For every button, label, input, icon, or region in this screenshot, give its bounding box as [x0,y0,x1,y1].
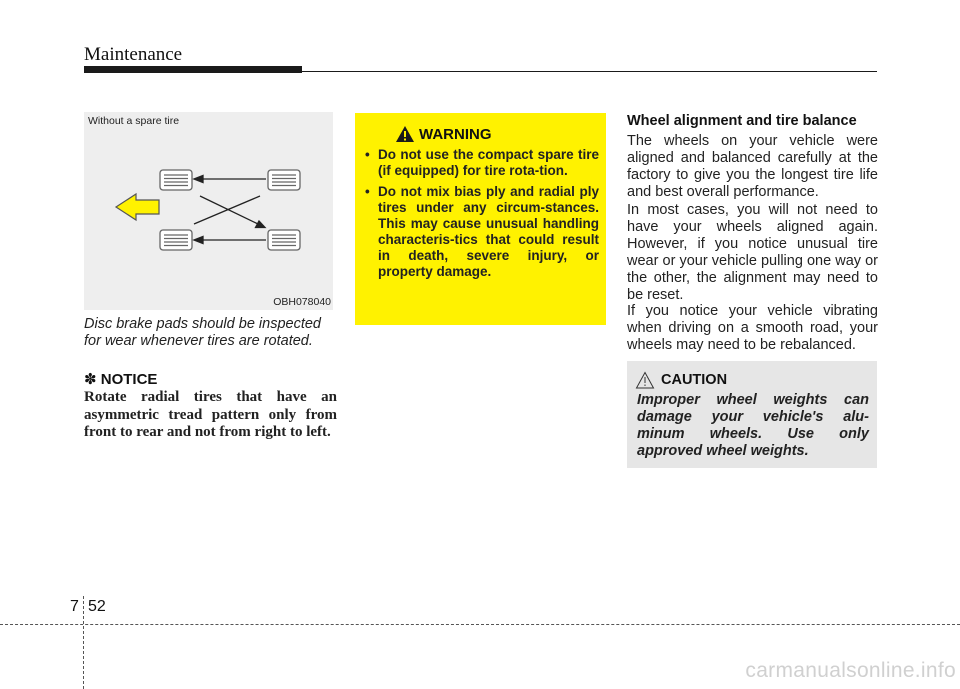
alignment-paragraph-2: In most cases, you will not need to have your wheels aligned again. However, if you notice unusual tire wear or your vehicle pulling one way or the other, the alignment may need to be reset. [627,202,878,303]
warning-triangle-icon [395,125,415,143]
warning-box [355,113,606,325]
tire-front-right [160,230,192,250]
caution-triangle-icon [635,371,655,389]
caution-title: CAUTION [661,372,728,388]
section-title: Wheel alignment and tire balance [627,113,857,129]
tire-rotation-figure [84,112,333,310]
footer-rule [0,624,960,625]
warning-title: WARNING [419,126,492,143]
page-chapter-number: 7 [70,598,79,615]
alignment-paragraph-3: If you notice your vehicle vibrating when driving on a smooth road, your wheels may need to be rebalanced. [627,303,878,353]
figure-label: Without a spare tire [88,115,180,127]
figure-code: OBH078040 [273,296,331,308]
alignment-paragraph-1: The wheels on your vehicle were aligned and balanced carefully at the factory to give you the longest tire life and best overall performance. [627,133,878,200]
caution-body: Improper wheel weights can damage your vehicle's alu-minum wheels. Use only approved wheel weights. [637,392,869,459]
forward-direction-arrow [116,194,159,220]
header-rule-thin [300,71,877,72]
tire-rotation-diagram [84,112,333,310]
warning-list [363,147,599,285]
caution-box [627,361,877,468]
tire-front-left [160,170,192,190]
warning-item: • Do not use the compact spare tire (if equipped) for tire rota-tion. [365,147,599,178]
watermark: carmanualsonline.info [745,659,956,682]
notice-title: ✽ NOTICE [84,371,158,388]
header-rule-thick [84,66,302,73]
figure-caption: Disc brake pads should be inspected for wear whenever tires are rotated. [84,316,321,349]
tire-rear-right [268,230,300,250]
warning-item: • Do not mix bias ply and radial ply tires under any circum-stances. This may cause unusual handling characteris-tics that could result in death, severe injury, or property damage. [365,184,599,279]
tire-rear-left [268,170,300,190]
page-header-title: Maintenance [84,44,183,65]
notice-body: Rotate radial tires that have an asymmetric tread pattern only from front to rear and not from right to left. [84,389,337,440]
page-number: 52 [88,598,106,615]
footer-divider [83,596,84,689]
